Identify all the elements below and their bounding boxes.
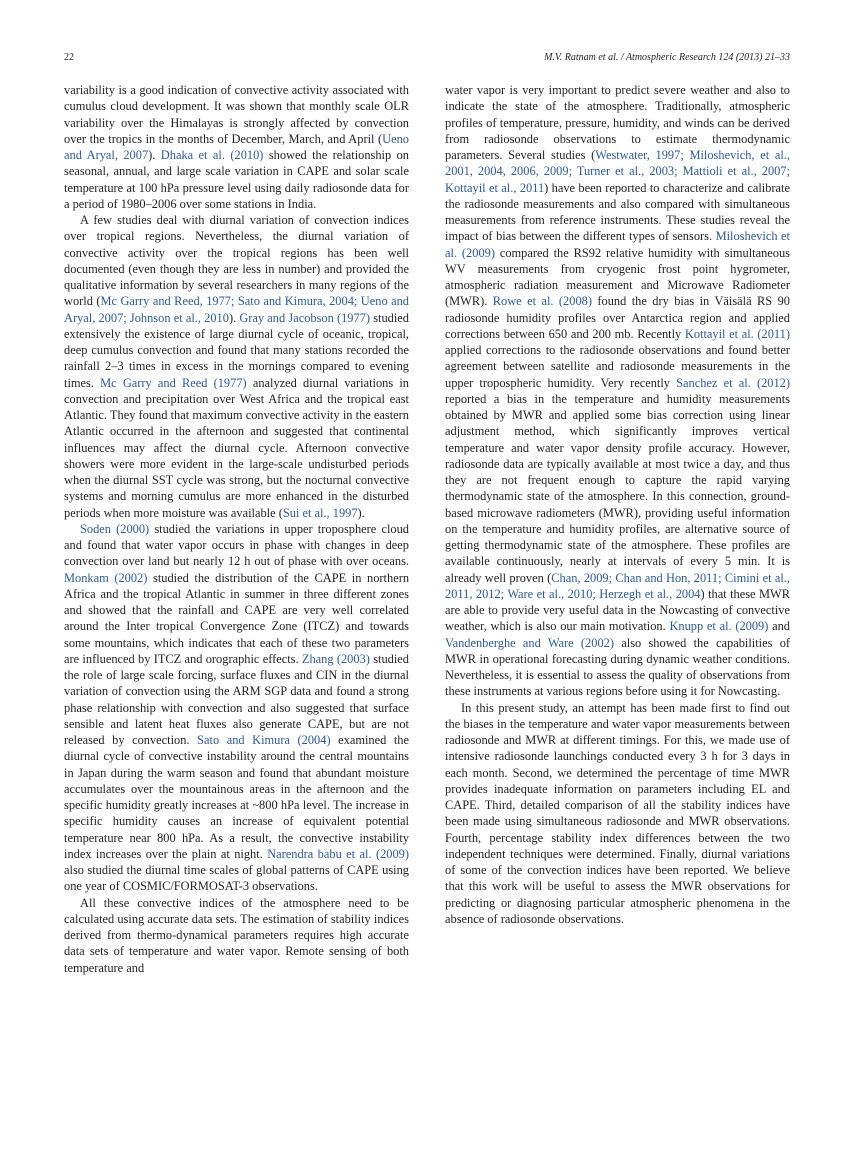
- citation-link[interactable]: Monkam (2002): [64, 570, 148, 585]
- citation-link[interactable]: Miloshevich et al. (2009): [445, 229, 790, 260]
- paragraph: [64, 521, 409, 895]
- body-text: ).: [357, 505, 365, 520]
- body-text: variability is a good indication of convective activity associated with cumulus cloud development. It was shown that monthly scale OLR variability over the Himalayas is strongly affected by convection over the tropics in the months of December, March, and April (: [64, 83, 409, 146]
- citation-link[interactable]: Gray and Jacobson (1977): [239, 310, 371, 325]
- paragraph: [445, 700, 790, 928]
- citation-link[interactable]: Dhaka et al. (2010): [160, 148, 264, 162]
- body-text: reported a bias in the temperature and humidity measurements obtained by MWR and applied some bias correction using linear adjustment method, which significantly improves vertical temperature and water vapor density profile accuracy. However, radiosonde data are typically available at most twice a day, and thus they are not frequent enough to capture the rapid varying thermodynamic state of the atmosphere. In this connection, ground-based microwave radiometers (MWR), providing useful information on the temperature and humidity profiles, are alternative source of getting thermodynamic state of the atmosphere. These profiles are available continuously, nearly at intervals of every 5 min. It is already well proven (: [445, 391, 790, 585]
- journal-citation: M.V. Ratnam et al. / Atmospheric Research 124 (2013) 21–33: [544, 52, 790, 63]
- left-column: [64, 82, 409, 976]
- paragraph: [445, 82, 790, 700]
- citation-link[interactable]: Mc Garry and Reed (1977): [100, 375, 247, 390]
- citation-link[interactable]: Sato and Kimura (2004): [197, 733, 331, 747]
- citation-link[interactable]: Ueno and Aryal, 2007: [64, 131, 409, 162]
- body-text: ) have been reported to characterize and calibrate the radiosonde measurements and also compared with simultaneous measurements from reference instruments. These studies reveal the impact of bias between the different types of sensors.: [445, 180, 790, 244]
- citation-link[interactable]: Chan, 2009; Chan and Hon, 2011; Cimini et al., 2011, 2012; Ware et al., 2010; Herzegh et al., 2004: [445, 570, 790, 601]
- body-text: examined the diurnal cycle of convective instability around the central mountains in Japan during the warm season and found that abundant moisture accumulates over the mountainous areas in the afternoon and the specific humidity greatly increases at ~800 hPa level. The increase in specific humidity causes an increase of equivalent potential temperature near 800 hPa. As a result, the convective instability index increases over the plain at night.: [64, 733, 409, 861]
- paragraph: [64, 895, 409, 976]
- citation-link[interactable]: Soden (2000): [80, 521, 150, 536]
- body-text: showed the relationship on seasonal, annual, and large scale variation in CAPE and solar scale temperature at 100 hPa pressure level using daily radiosonde data for a period of 1980–2006 over some stations in India.: [64, 148, 409, 211]
- body-text: studied the role of large scale forcing, surface fluxes and CIN in the diurnal variation of convection using the ARM SGP data and found a strong phase relationship with convection and also suggested that surface sensible and latent heat fluxes also generate CAPE, but are not released by convection.: [64, 651, 410, 747]
- paragraph: [64, 212, 409, 521]
- body-text: found the dry bias in Väisälä RS 90 radiosonde humidity profiles over Antarctica region and applied corrections between 650 and 200 mb. Recently: [445, 294, 790, 341]
- citation-link[interactable]: Mc Garry and Reed, 1977; Sato and Kimura, 2004; Ueno and Aryal, 2007; Johnson et al., 2010: [64, 294, 409, 325]
- citation-link[interactable]: Sanchez et al. (2012): [676, 375, 790, 390]
- citation-link[interactable]: Zhang (2003): [301, 651, 370, 666]
- citation-link[interactable]: Westwater, 1997; Miloshevich, et al., 2001, 2004, 2006, 2009; Turner et al., 2003; Mattioli et al., 2007; Kottayil et al., 2011: [445, 148, 790, 195]
- body-text: ).: [148, 148, 161, 162]
- body-text: and: [768, 619, 790, 634]
- page-number: 22: [64, 52, 74, 63]
- body-text: water vapor is very important to predict severe weather and also to indicate the state of the atmosphere. Traditionally, atmospheric profiles of temperature, pressure, humidity, and winds can be derived from radiosonde observations to estimate thermodynamic parameters. Several studies (: [445, 83, 790, 162]
- right-column: [445, 82, 790, 927]
- citation-link[interactable]: Narendra babu et al. (2009): [267, 846, 409, 861]
- body-text: studied the distribution of the CAPE in northern Africa and the tropical Atlantic in summer in three different zones and showed that the rainfall and CAPE are very well correlated around the Inter tropical Convergence Zone (ITCZ) and towards some mountains, which indicates that each of these two parameters are influenced by ITCZ and orographic effects.: [64, 570, 410, 666]
- body-text: analyzed diurnal variations in convection and precipitation over West Africa and the tropical east Atlantic. They found that maximum convective activity in the eastern Atlantic occurred in the afternoon and suggested that continental influences may affect the diurnal cycle. Afternoon convective showers were more evident in the large-scale undisturbed periods when the diurnal SST cycle was strong, but the nocturnal convective systems and morning cumulus are more enhanced in the disturbed periods when more moisture was available (: [64, 375, 410, 520]
- body-text: also showed the capabilities of MWR in operational forecasting during dynamic weather conditions. Nevertheless, it is essential to assess the quality of observations from these instruments at various regions before using it for Nowcasting.: [445, 635, 791, 699]
- body-text: ).: [228, 310, 240, 325]
- citation-link[interactable]: Sui et al., 1997: [282, 505, 358, 520]
- body-text: All these convective indices of the atmosphere need to be calculated using accurate data sets. The estimation of stability indices derived from thermo-dynamical parameters requires high accurate data sets of temperature and water vapor. Remote sensing of both temperature and: [64, 895, 409, 975]
- body-text: also studied the diurnal time scales of global patterns of CAPE using one year of COSMIC/FORMOSAT-3 observations.: [64, 863, 409, 894]
- running-header: [64, 52, 790, 66]
- citation-link[interactable]: Knupp et al. (2009): [669, 619, 769, 634]
- citation-link[interactable]: Vandenberghe and Ware (2002): [445, 635, 614, 650]
- citation-link[interactable]: Kottayil et al. (2011): [684, 326, 790, 341]
- body-text: A few studies deal with diurnal variation of convection indices over tropical regions. Nevertheless, the diurnal variation of convective activity over the tropical regions has been well documented (even though they are less in number) and provided the qualitative information by several researchers in many regions of the world (: [64, 213, 409, 309]
- citation-link[interactable]: Rowe et al. (2008): [492, 294, 592, 309]
- body-text: studied extensively the existence of large diurnal cycle of oceanic, tropical, deep cumulus convection and found that many stations recorded the rainfall 2–3 times in excess in the mornings compared to evening times.: [64, 310, 409, 390]
- body-text: compared the RS92 relative humidity with simultaneous WV measurements from cryogenic frost point hygrometer, atmospheric radiation measurement and Microwave Radiometer (MWR).: [445, 245, 791, 309]
- body-text: studied the variations in upper troposphere cloud and found that water vapor occurs in phase with changes in deep convection over land but nearly 12 h out of phase with over oceans.: [64, 521, 409, 569]
- body-text: In this present study, an attempt has been made first to find out the biases in the temperature and water vapor measurements between radiosonde and MWR at different timings. For this, we made use of intensive radiosonde launchings conducted every 3 h for 3 days in each month. Second, we determined the percentage of time MWR provides inadequate information on parameters including EL and CAPE. Third, detailed comparison of all the stability indices have been made using simultaneous radiosonde and MWR observations. Fourth, percentage stability index differences between the two independent techniques were determined. Finally, diurnal variations of some of the convection indices have been reported. We believe that this work will be useful to assess the MWR observations for predicting or diagnosing particular atmospheric phenomena in the absence of radiosonde observations.: [445, 700, 790, 926]
- body-text: ) that these MWR are able to provide very useful data in the Nowcasting of convective weather, which is also our main motivation.: [445, 586, 790, 634]
- paragraph: [64, 82, 409, 212]
- body-text: applied corrections to the radiosonde observations and found better agreement between satellite and radiosonde measurements in the upper tropospheric humidity. Very recently: [445, 343, 790, 390]
